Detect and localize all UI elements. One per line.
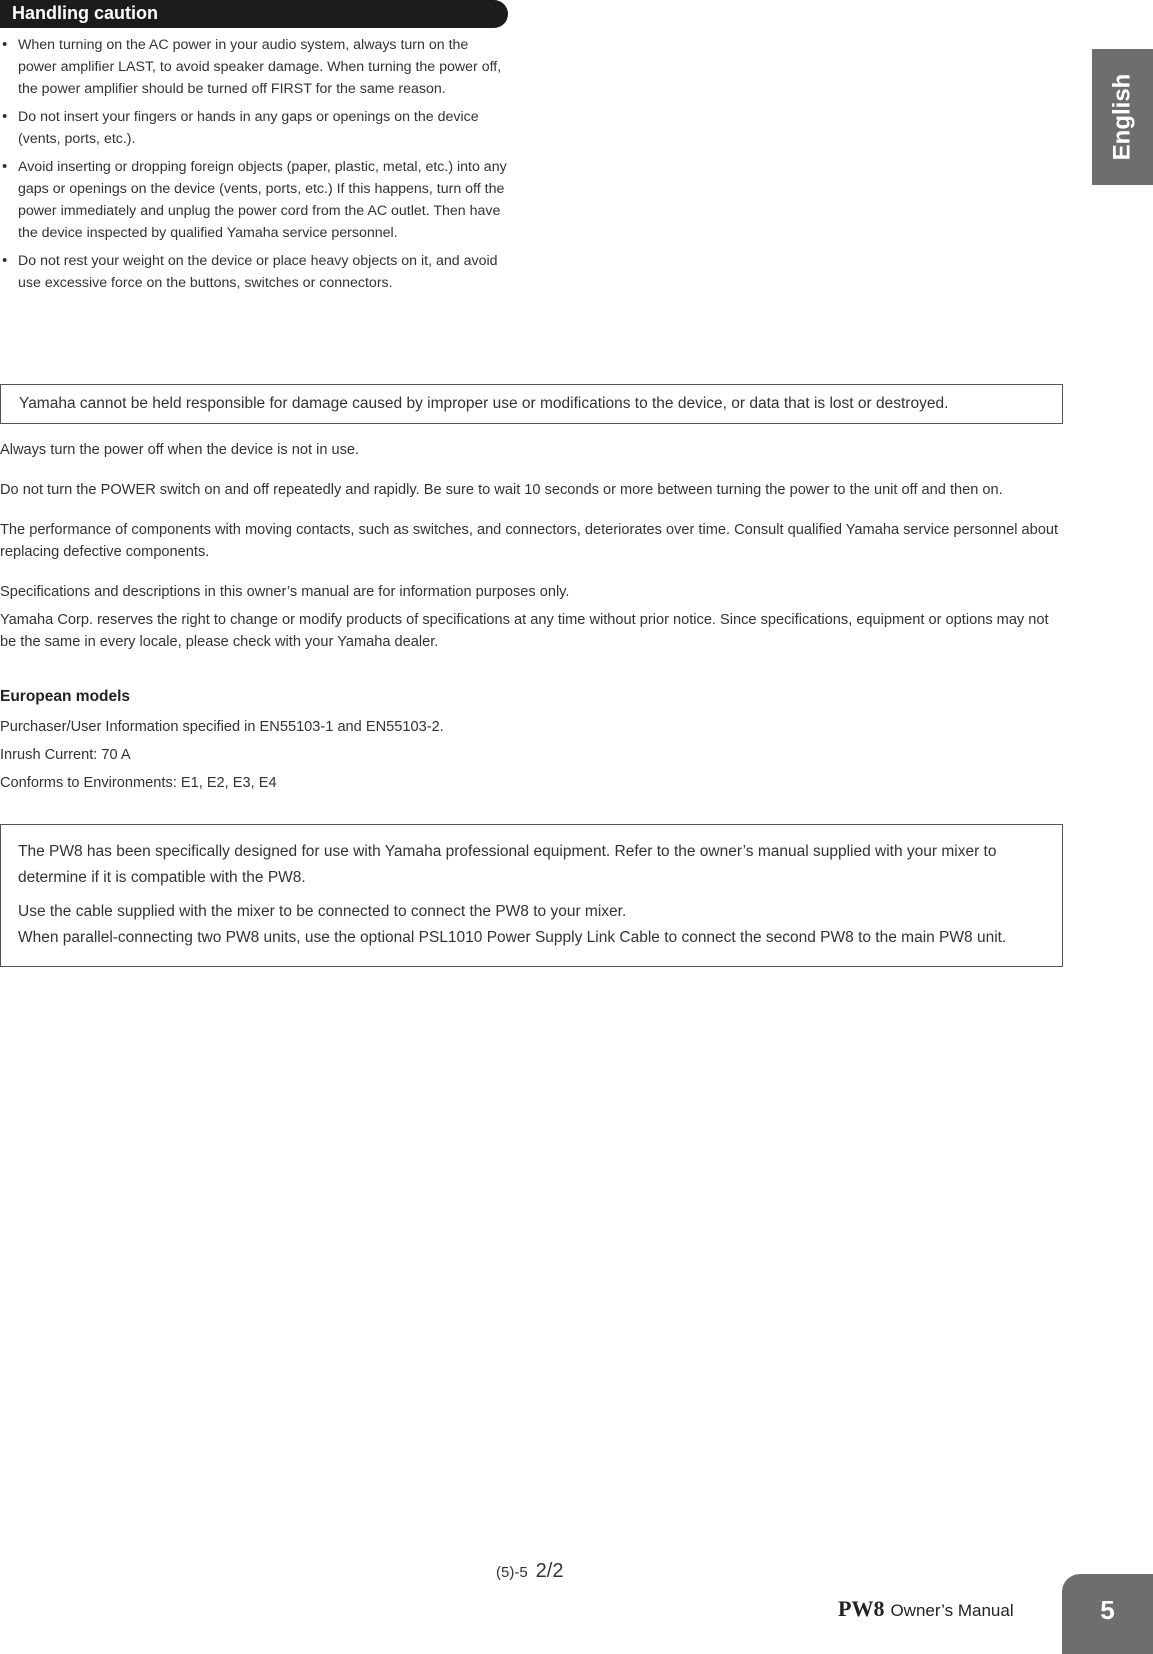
liability-notice: Yamaha cannot be held responsible for damage caused by improper use or modifications to the device, or data that is lost or destroyed. xyxy=(0,384,1063,424)
footer-code xyxy=(496,1560,563,1583)
paragraph-power-off: Always turn the power off when the device is not in use. xyxy=(0,442,360,458)
paragraph-components: The performance of components with moving contacts, such as switches, and connectors, deteriorates over time. Consult qualified Yamaha service personnel about replacing defective components. xyxy=(0,522,1059,560)
cable-connection-line: Use the cable supplied with the mixer to be connected to connect the PW8 to your mixer. xyxy=(18,903,627,920)
footer-manual-label: Owner’s Manual xyxy=(890,1601,1014,1620)
footer-page-fraction: 2/2 xyxy=(535,1560,564,1582)
list-item: • When turning on the AC power in your audio system, always turn on the power amplifier LAST, to avoid speaker damage. When turning the power off, the power amplifier should be turned off FIRST for the same reason. xyxy=(0,34,508,100)
parallel-connection-line: When parallel-connecting two PW8 units, use the optional PSL1010 Power Supply Link Cable to connect the second PW8 to the main PW8 unit. xyxy=(18,929,1007,946)
footer-code-label: (5)-5 xyxy=(496,1564,528,1581)
european-purchaser-info: Purchaser/User Information specified in EN55103-1 and EN55103-2. xyxy=(0,719,444,735)
language-tab xyxy=(1092,49,1153,185)
handling-caution-list xyxy=(0,34,508,300)
list-item: • Do not rest your weight on the device or place heavy objects on it, and avoid use excessive force on the buttons, switches or connectors. xyxy=(0,250,508,294)
european-environments: Conforms to Environments: E1, E2, E3, E4 xyxy=(0,775,277,791)
language-tab-label: English xyxy=(1108,73,1136,161)
paragraph-specifications: Specifications and descriptions in this owner’s manual are for information purposes only. xyxy=(0,584,570,600)
compatibility-paragraph: The PW8 has been specifically designed for use with Yamaha professional equipment. Refer to the owner’s manual supplied with your mixer to determine if it is compatible with the PW8. xyxy=(18,843,997,886)
handling-caution-title: Handling caution xyxy=(0,0,508,28)
list-item: • Avoid inserting or dropping foreign objects (paper, plastic, metal, etc.) into any gaps or openings on the device (vents, ports, etc.) If this happens, turn off the power immediately and unplug the power cord from the AC outlet. Then have the device inspected by qualified Yamaha service personnel. xyxy=(0,156,508,244)
page-number-tab: 5 xyxy=(1062,1574,1153,1654)
paragraph-power-switch: Do not turn the POWER switch on and off repeatedly and rapidly. Be sure to wait 10 seconds or more between turning the power to the unit off and then on. xyxy=(0,482,1003,498)
list-item: • Do not insert your fingers or hands in any gaps or openings on the device (vents, ports, etc.). xyxy=(0,106,508,150)
european-inrush-current: Inrush Current: 70 A xyxy=(0,747,131,763)
compatibility-notice xyxy=(0,824,1063,967)
footer-model-name: PW8 xyxy=(838,1596,885,1621)
footer-manual-title xyxy=(838,1596,1014,1622)
european-models-heading: European models xyxy=(0,688,131,705)
paragraph-reserves: Yamaha Corp. reserves the right to change or modify products of specifications at any time without prior notice. Since specifications, equipment or options may not be the same in every locale, please check with your Yamaha dealer. xyxy=(0,612,1049,650)
